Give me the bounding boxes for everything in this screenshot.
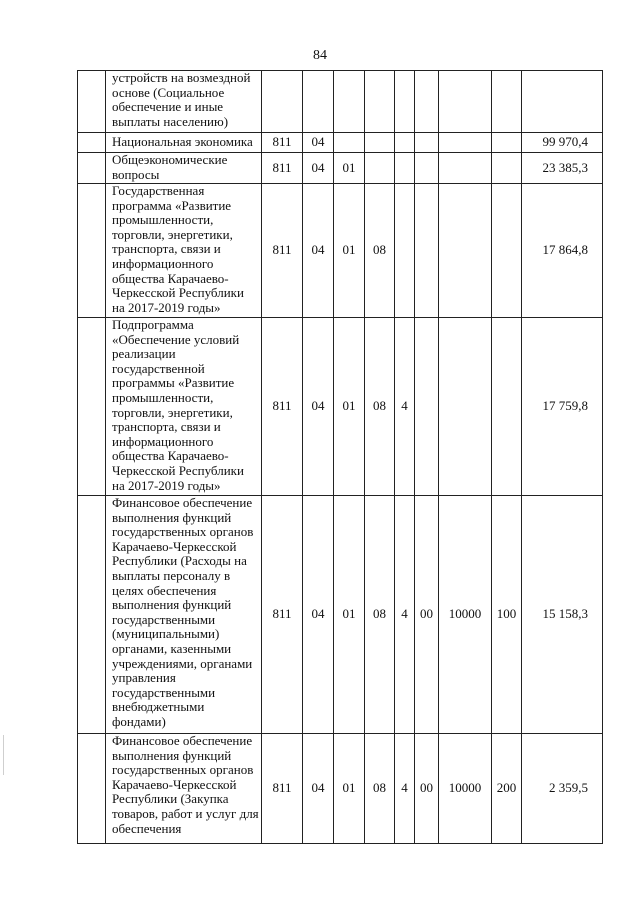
item-name-cell: Национальная экономика — [106, 133, 262, 153]
table-row — [78, 184, 603, 318]
program-code-cell — [365, 133, 395, 153]
row-number-cell — [78, 184, 106, 318]
item-name-cell: Подпрограмма «Обеспечение условий реализации государственной программы «Развитие промышленности, торговли, энергетики, транспорта, связи и информационного общества Карачаево-Черкесской Республики на 2017-2019 годы» — [106, 318, 262, 496]
table-row — [78, 496, 603, 734]
section-code-cell: 04 — [303, 153, 334, 184]
direction-code-cell — [439, 184, 492, 318]
program-code-cell: 08 — [365, 318, 395, 496]
subprogram-code-cell — [395, 184, 415, 318]
item-name-cell: Общеэкономические вопросы — [106, 153, 262, 184]
ministry-code-cell: 811 — [262, 153, 303, 184]
expense-type-cell — [492, 71, 522, 133]
ministry-code-cell: 811 — [262, 184, 303, 318]
direction-code-cell — [439, 318, 492, 496]
direction-code-cell — [439, 71, 492, 133]
expense-type-cell — [492, 153, 522, 184]
direction-code-cell: 10000 — [439, 734, 492, 844]
item-name-cell: Государственная программа «Развитие промышленности, торговли, энергетики, транспорта, связи и информационного общества Карачаево-Черкесской Республики на 2017-2019 годы» — [106, 184, 262, 318]
subprogram-code-cell: 4 — [395, 318, 415, 496]
event-code-cell — [415, 133, 439, 153]
subsection-code-cell: 01 — [334, 734, 365, 844]
amount-cell: 23 385,3 — [522, 153, 603, 184]
expense-type-cell — [492, 133, 522, 153]
expense-type-cell — [492, 318, 522, 496]
item-name-cell: Финансовое обеспечение выполнения функций государственных органов Карачаево-Черкесской Республики (Закупка товаров, работ и услуг для обеспечения — [106, 734, 262, 844]
event-code-cell — [415, 153, 439, 184]
ministry-code-cell: 811 — [262, 496, 303, 734]
event-code-cell: 00 — [415, 734, 439, 844]
event-code-cell — [415, 318, 439, 496]
table-row — [78, 318, 603, 496]
program-code-cell: 08 — [365, 184, 395, 318]
section-code-cell: 04 — [303, 318, 334, 496]
ministry-code-cell: 811 — [262, 318, 303, 496]
subsection-code-cell: 01 — [334, 184, 365, 318]
row-number-cell — [78, 318, 106, 496]
row-number-cell — [78, 133, 106, 153]
page-number: 84 — [313, 48, 327, 63]
ministry-code-cell — [262, 71, 303, 133]
ministry-code-cell: 811 — [262, 133, 303, 153]
section-code-cell: 04 — [303, 184, 334, 318]
item-name-cell: устройств на возмездной основе (Социальное обеспечение и иные выплаты населению) — [106, 71, 262, 133]
subprogram-code-cell: 4 — [395, 734, 415, 844]
expense-type-cell: 100 — [492, 496, 522, 734]
direction-code-cell — [439, 153, 492, 184]
table-row — [78, 734, 603, 844]
amount-cell: 15 158,3 — [522, 496, 603, 734]
row-number-cell — [78, 496, 106, 734]
subprogram-code-cell — [395, 133, 415, 153]
subprogram-code-cell — [395, 153, 415, 184]
row-number-cell — [78, 734, 106, 844]
table-row — [78, 133, 603, 153]
expense-type-cell — [492, 184, 522, 318]
row-number-cell — [78, 153, 106, 184]
subsection-code-cell: 01 — [334, 496, 365, 734]
amount-cell: 17 759,8 — [522, 318, 603, 496]
program-code-cell: 08 — [365, 496, 395, 734]
section-code-cell: 04 — [303, 133, 334, 153]
program-code-cell: 08 — [365, 734, 395, 844]
expense-type-cell: 200 — [492, 734, 522, 844]
direction-code-cell: 10000 — [439, 496, 492, 734]
scan-margin-mark — [3, 735, 4, 775]
amount-cell: 99 970,4 — [522, 133, 603, 153]
amount-cell: 17 864,8 — [522, 184, 603, 318]
subsection-code-cell — [334, 71, 365, 133]
item-name-cell: Финансовое обеспечение выполнения функций государственных органов Карачаево-Черкесской Республики (Расходы на выплаты персоналу в целях обеспечения выполнения функций государственными (муниципальными) органами, казенными учреждениями, органами управления государственными внебюджетными фондами) — [106, 496, 262, 734]
amount-cell: 2 359,5 — [522, 734, 603, 844]
table-row — [78, 71, 603, 133]
event-code-cell — [415, 71, 439, 133]
section-code-cell — [303, 71, 334, 133]
row-number-cell — [78, 71, 106, 133]
program-code-cell — [365, 153, 395, 184]
event-code-cell — [415, 184, 439, 318]
subprogram-code-cell — [395, 71, 415, 133]
subsection-code-cell — [334, 133, 365, 153]
section-code-cell: 04 — [303, 734, 334, 844]
budget-table — [77, 70, 603, 844]
amount-cell — [522, 71, 603, 133]
subsection-code-cell: 01 — [334, 318, 365, 496]
subsection-code-cell: 01 — [334, 153, 365, 184]
table-row — [78, 153, 603, 184]
direction-code-cell — [439, 133, 492, 153]
event-code-cell: 00 — [415, 496, 439, 734]
ministry-code-cell: 811 — [262, 734, 303, 844]
section-code-cell: 04 — [303, 496, 334, 734]
subprogram-code-cell: 4 — [395, 496, 415, 734]
program-code-cell — [365, 71, 395, 133]
